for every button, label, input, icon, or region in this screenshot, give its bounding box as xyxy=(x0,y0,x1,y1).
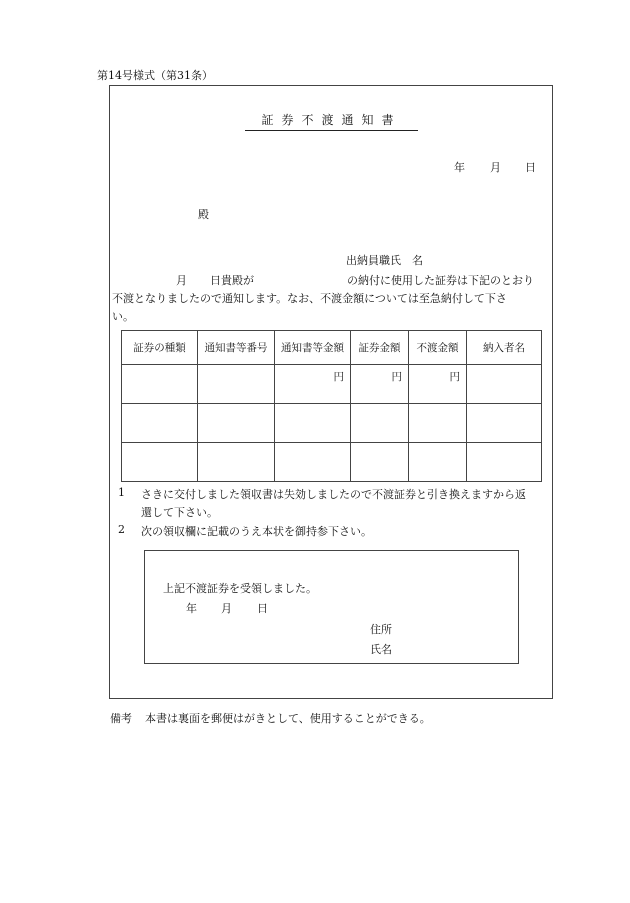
date-month: 月 xyxy=(490,161,501,174)
col-header-security-amount: 証券金額 xyxy=(351,331,409,365)
receipt-name-label: 氏名 xyxy=(370,643,392,656)
table-row xyxy=(122,443,542,482)
col-header-notice-number: 通知書等番号 xyxy=(198,331,275,365)
col-header-dishonored-amount: 不渡金額 xyxy=(409,331,467,365)
addressee-suffix: 殿 xyxy=(198,208,209,221)
table-cell-dishonored-amount: 円 xyxy=(409,365,467,404)
table-cell xyxy=(275,443,351,482)
col-header-notice-amount: 通知書等金額 xyxy=(275,331,351,365)
receipt-year: 年 xyxy=(186,602,197,615)
remarks-label: 備考 xyxy=(110,712,132,725)
note-2-number: 2 xyxy=(118,523,125,536)
receipt-box xyxy=(144,550,519,664)
table-cell xyxy=(198,404,275,443)
table-cell xyxy=(409,404,467,443)
col-header-payer-name: 納入者名 xyxy=(467,331,542,365)
body-month: 月 xyxy=(176,274,187,287)
table-cell xyxy=(122,443,198,482)
table-row xyxy=(122,365,542,404)
note-1-number: 1 xyxy=(118,486,125,499)
body-line2: 不渡となりましたので通知します。なお、不渡金額については至急納付して下さ xyxy=(112,292,507,305)
note-2-line1: 次の領収欄に記載のうえ本状を御持参下さい。 xyxy=(141,525,372,538)
col-header-security-type: 証券の種類 xyxy=(122,331,198,365)
body-line1-rest: の納付に使用した証券は下記のとおり xyxy=(347,274,534,287)
receipt-text: 上記不渡証券を受領しました。 xyxy=(163,582,317,595)
document-title: 証券不渡通知書 xyxy=(245,111,418,131)
table-cell xyxy=(198,365,275,404)
table-cell xyxy=(198,443,275,482)
date-year: 年 xyxy=(454,161,465,174)
table-cell xyxy=(467,443,542,482)
receipt-day: 日 xyxy=(257,602,268,615)
body-line3: い。 xyxy=(112,310,134,323)
table-cell xyxy=(122,365,198,404)
table-cell-security-amount: 円 xyxy=(351,365,409,404)
note-1-line2: 還して下さい。 xyxy=(141,506,218,519)
table-header-row xyxy=(122,331,542,365)
date-day: 日 xyxy=(525,161,536,174)
table-cell xyxy=(351,443,409,482)
receipt-month: 月 xyxy=(221,602,232,615)
table-cell xyxy=(409,443,467,482)
dishonored-securities-table xyxy=(121,330,542,482)
table-cell xyxy=(467,365,542,404)
remarks-text: 本書は裏面を郵便はがきとして、使用することができる。 xyxy=(145,712,431,725)
table-cell xyxy=(122,404,198,443)
form-id: 第14号様式（第31条） xyxy=(97,69,213,82)
sender-title: 出納員職氏 名 xyxy=(346,254,423,267)
table-row xyxy=(122,404,542,443)
note-1-line1: さきに交付しました領収書は失効しましたので不渡証券と引き換えますから返 xyxy=(141,488,526,501)
body-day: 日貴殿が xyxy=(210,274,254,287)
table-cell xyxy=(275,404,351,443)
table-cell xyxy=(467,404,542,443)
table-cell-notice-amount: 円 xyxy=(275,365,351,404)
table-cell xyxy=(351,404,409,443)
receipt-address-label: 住所 xyxy=(370,623,392,636)
